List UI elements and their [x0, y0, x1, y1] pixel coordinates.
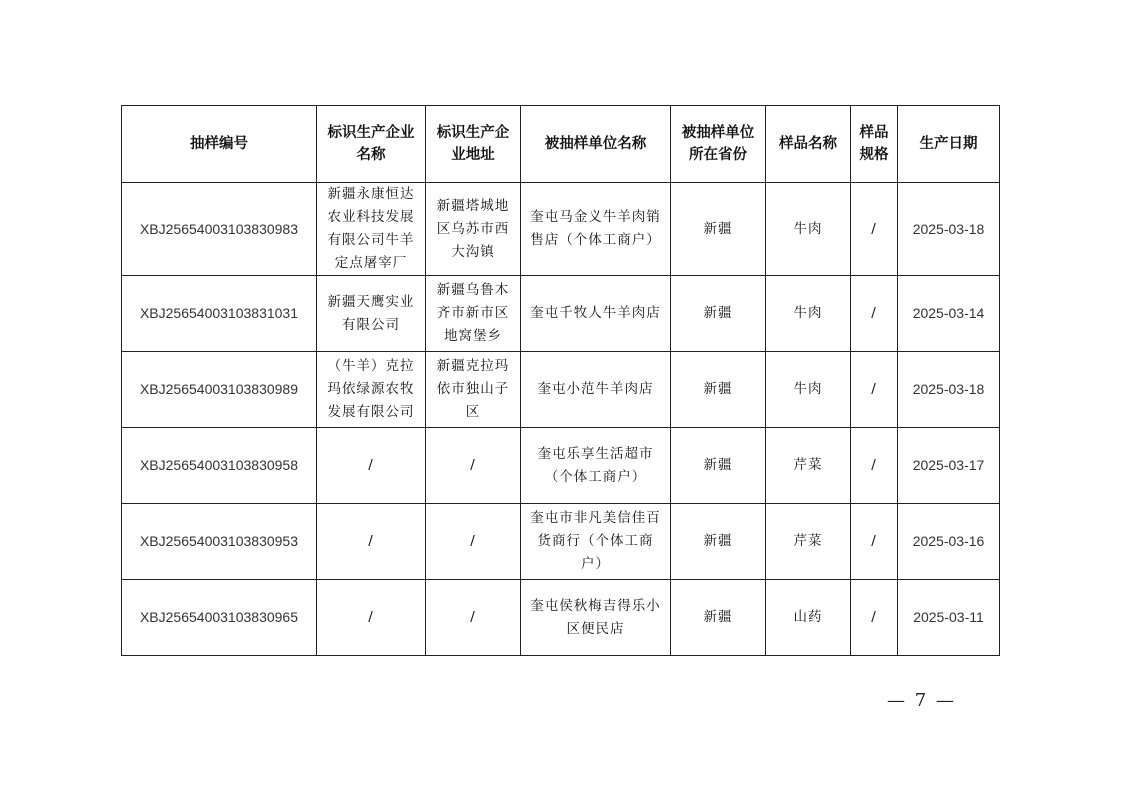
- province-cell: 新疆: [671, 504, 766, 580]
- table-row: [122, 580, 1000, 656]
- header-sampled-unit-name: 被抽样单位名称: [521, 106, 671, 183]
- sampling-results-table: [121, 105, 1000, 656]
- sample-code-cell: XBJ25654003103831031: [122, 276, 317, 352]
- sample-name-cell: 芹菜: [766, 428, 851, 504]
- header-sample-code: 抽样编号: [122, 106, 317, 183]
- table-row: [122, 183, 1000, 276]
- manufacturer-address-cell: 新疆克拉玛依市独山子区: [426, 352, 521, 428]
- sample-spec-cell: /: [851, 352, 898, 428]
- manufacturer-name-cell: /: [317, 428, 426, 504]
- production-date-cell: 2025-03-16: [898, 504, 1000, 580]
- manufacturer-name-cell: /: [317, 504, 426, 580]
- sample-spec-cell: /: [851, 183, 898, 276]
- sample-code-cell: XBJ25654003103830953: [122, 504, 317, 580]
- header-sample-spec: 样品规格: [851, 106, 898, 183]
- sample-spec-cell: /: [851, 580, 898, 656]
- manufacturer-name-cell: 新疆永康恒达农业科技发展有限公司牛羊定点屠宰厂: [317, 183, 426, 276]
- manufacturer-name-cell: （牛羊）克拉玛依绿源农牧发展有限公司: [317, 352, 426, 428]
- table-row: [122, 428, 1000, 504]
- table-row: [122, 276, 1000, 352]
- sample-code-cell: XBJ25654003103830983: [122, 183, 317, 276]
- sampled-unit-name-cell: 奎屯马金义牛羊肉销售店（个体工商户）: [521, 183, 671, 276]
- manufacturer-name-cell: /: [317, 580, 426, 656]
- sampled-unit-name-cell: 奎屯侯秋梅吉得乐小区便民店: [521, 580, 671, 656]
- manufacturer-address-cell: 新疆塔城地区乌苏市西大沟镇: [426, 183, 521, 276]
- sampled-unit-name-cell: 奎屯千牧人牛羊肉店: [521, 276, 671, 352]
- header-manufacturer-address: 标识生产企业地址: [426, 106, 521, 183]
- table-row: [122, 504, 1000, 580]
- sampled-unit-name-cell: 奎屯乐享生活超市（个体工商户）: [521, 428, 671, 504]
- sample-spec-cell: /: [851, 428, 898, 504]
- table-header-row: [122, 106, 1000, 183]
- manufacturer-address-cell: /: [426, 504, 521, 580]
- sample-spec-cell: /: [851, 276, 898, 352]
- sampled-unit-name-cell: 奎屯市非凡美信佳百货商行（个体工商户）: [521, 504, 671, 580]
- sample-code-cell: XBJ25654003103830989: [122, 352, 317, 428]
- production-date-cell: 2025-03-11: [898, 580, 1000, 656]
- manufacturer-address-cell: /: [426, 428, 521, 504]
- sample-code-cell: XBJ25654003103830965: [122, 580, 317, 656]
- header-sample-name: 样品名称: [766, 106, 851, 183]
- sample-code-cell: XBJ25654003103830958: [122, 428, 317, 504]
- sample-name-cell: 牛肉: [766, 276, 851, 352]
- province-cell: 新疆: [671, 352, 766, 428]
- sample-spec-cell: /: [851, 504, 898, 580]
- production-date-cell: 2025-03-18: [898, 183, 1000, 276]
- sample-name-cell: 牛肉: [766, 183, 851, 276]
- page-number: — 7 —: [887, 690, 956, 711]
- province-cell: 新疆: [671, 183, 766, 276]
- manufacturer-address-cell: /: [426, 580, 521, 656]
- province-cell: 新疆: [671, 428, 766, 504]
- sampled-unit-name-cell: 奎屯小范牛羊肉店: [521, 352, 671, 428]
- table-row: [122, 352, 1000, 428]
- header-sampled-unit-province: 被抽样单位所在省份: [671, 106, 766, 183]
- header-production-date: 生产日期: [898, 106, 1000, 183]
- manufacturer-name-cell: 新疆天鹰实业有限公司: [317, 276, 426, 352]
- province-cell: 新疆: [671, 276, 766, 352]
- production-date-cell: 2025-03-17: [898, 428, 1000, 504]
- province-cell: 新疆: [671, 580, 766, 656]
- sample-name-cell: 山药: [766, 580, 851, 656]
- production-date-cell: 2025-03-18: [898, 352, 1000, 428]
- sample-name-cell: 芹菜: [766, 504, 851, 580]
- production-date-cell: 2025-03-14: [898, 276, 1000, 352]
- sample-name-cell: 牛肉: [766, 352, 851, 428]
- header-manufacturer-name: 标识生产企业名称: [317, 106, 426, 183]
- manufacturer-address-cell: 新疆乌鲁木齐市新市区地窝堡乡: [426, 276, 521, 352]
